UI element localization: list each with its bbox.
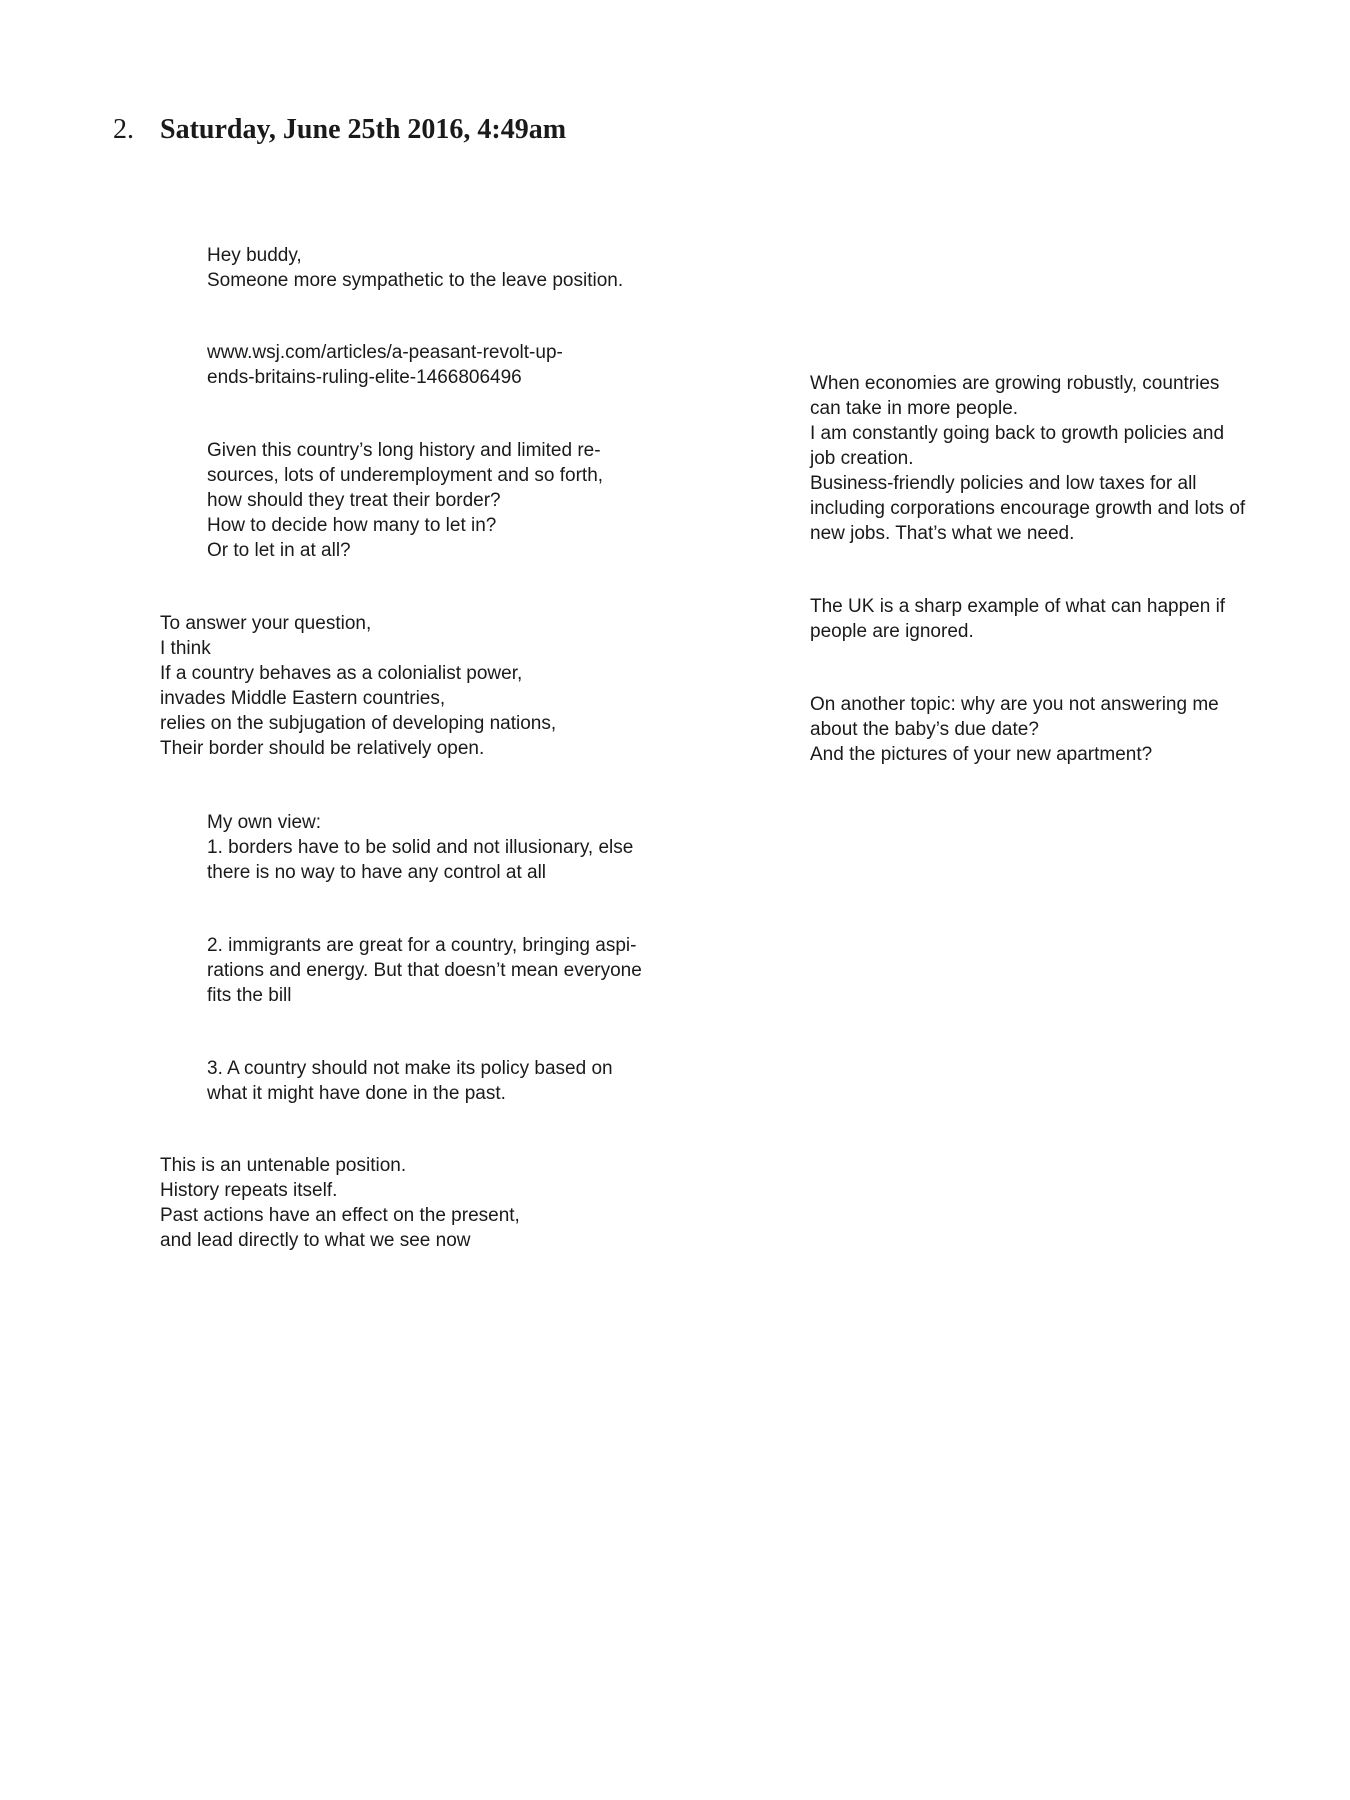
text-line: people are ignored. xyxy=(810,621,974,642)
text-line: Their border should be relatively open. xyxy=(160,738,485,759)
text-line: 1. borders have to be solid and not illusionary, else xyxy=(207,837,634,858)
message-own-view xyxy=(207,810,633,885)
text-line: How to decide how many to let in? xyxy=(207,515,497,536)
text-line: Someone more sympathetic to the leave position. xyxy=(207,270,624,291)
link-line: www.wsj.com/articles/a-peasant-revolt-up- xyxy=(207,342,563,363)
message-another-topic xyxy=(810,692,1219,767)
message-point-3 xyxy=(207,1056,613,1106)
text-line: invades Middle Eastern countries, xyxy=(160,688,446,709)
text-line: My own view: xyxy=(207,812,322,833)
text-line: To answer your question, xyxy=(160,613,372,634)
message-point-2 xyxy=(207,933,642,1008)
text-line: what it might have done in the past. xyxy=(207,1083,506,1104)
message-economies xyxy=(810,371,1245,546)
text-line: there is no way to have any control at all xyxy=(207,862,547,883)
text-line: 2. immigrants are great for a country, bringing aspi- xyxy=(207,935,637,956)
link-line: ends-britains-ruling-elite-1466806496 xyxy=(207,367,522,388)
text-line: new jobs. That’s what we need. xyxy=(810,523,1075,544)
text-line: how should they treat their border? xyxy=(207,490,501,511)
message-question xyxy=(207,438,603,563)
text-line: The UK is a sharp example of what can happen if xyxy=(810,596,1226,617)
text-line: Given this country’s long history and limited re- xyxy=(207,440,601,461)
text-line: And the pictures of your new apartment? xyxy=(810,744,1153,765)
text-line: If a country behaves as a colonialist power, xyxy=(160,663,523,684)
text-line: On another topic: why are you not answering me xyxy=(810,694,1219,715)
article-link xyxy=(207,340,563,390)
text-line: This is an untenable position. xyxy=(160,1155,407,1176)
text-line: fits the bill xyxy=(207,985,292,1006)
text-line: rations and energy. But that doesn’t mean everyone xyxy=(207,960,642,981)
text-line: Past actions have an effect on the present, xyxy=(160,1205,520,1226)
text-line: History repeats itself. xyxy=(160,1180,338,1201)
text-line: When economies are growing robustly, countries xyxy=(810,373,1220,394)
text-line: about the baby’s due date? xyxy=(810,719,1039,740)
text-line: sources, lots of underemployment and so forth, xyxy=(207,465,604,486)
text-line: job creation. xyxy=(810,448,914,469)
message-greeting xyxy=(207,243,623,293)
text-line: Hey buddy, xyxy=(207,245,302,266)
text-line: I think xyxy=(160,638,211,659)
text-line: I am constantly going back to growth policies and xyxy=(810,423,1225,444)
text-line: and lead directly to what we see now xyxy=(160,1230,471,1251)
text-line: including corporations encourage growth and lots of xyxy=(810,498,1246,519)
text-line: can take in more people. xyxy=(810,398,1019,419)
reply-untenable xyxy=(160,1153,520,1253)
text-line: relies on the subjugation of developing nations, xyxy=(160,713,557,734)
text-line: Business-friendly policies and low taxes for all xyxy=(810,473,1197,494)
section-number: 2. xyxy=(113,114,134,145)
text-line: Or to let in at all? xyxy=(207,540,351,561)
section-heading xyxy=(113,110,566,150)
message-uk-example xyxy=(810,594,1225,644)
reply-answer xyxy=(160,611,556,761)
text-line: 3. A country should not make its policy based on xyxy=(207,1058,613,1079)
section-title: Saturday, June 25th 2016, 4:49am xyxy=(160,114,567,145)
